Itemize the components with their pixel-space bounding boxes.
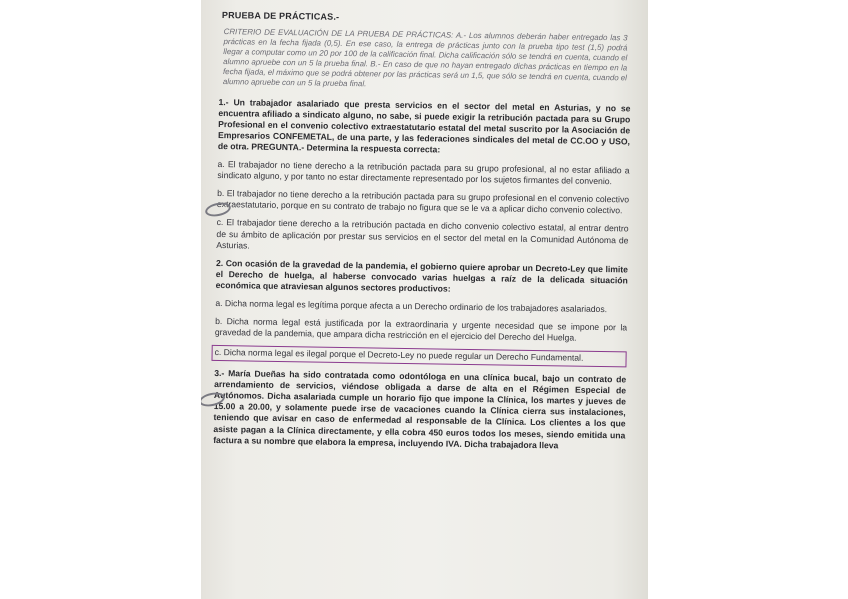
exam-title: PRUEBA DE PRÁCTICAS.- <box>221 10 340 22</box>
question-3: 3.- María Dueñas ha sido contratada como odontóloga en una clínica bucal, bajo un contrato de arrendamiento de servicios, viéndose obligada a darse de alta en el Régimen Especial de Autónomos. Dicha asalariada cumple un horario fijo que impone la Clínica, los martes y jueves de 15.00 a 20.00, y solamente puede irse de vacaciones cuando la Clínica cierra sus instalaciones, teniendo que avisar en caso de enfermedad al responsable de la Clínica. Los clientes a los que asiste pagan a la Clínica directamente, y ella cobra 450 euros todos los meses, siendo emitida una factura a su nombre que elabora la empresa, incluyendo IVA. Dicha trabajadora lleva <box>213 367 627 451</box>
question-1-option-b: b. El trabajador no tiene derecho a la retribución pactada para su grupo profesional en el convenio colectivo extraestatutario, porque en su contrato de trabajo no figura que se le va a aplicar dicho convenio colectivo. <box>216 188 630 216</box>
question-2-option-a: a. Dicha norma legal es legítima porque afecta a un Derecho ordinario de los trabajadores asalariados. <box>215 297 608 314</box>
question-2-option-c-highlighted: c. Dicha norma legal es ilegal porque el Decreto-Ley no puede regular un Derecho Fundamental. <box>211 345 626 367</box>
question-1: 1.- Un trabajador asalariado que presta servicios en el sector del metal en Asturias, y no se encuentra afiliado a sindicato alguno, no sabe, si puede exigir la retribución pactada para su Grupo Profesional en el convenio colectivo extraestatutario estatal del metal suscrito por la Asociación de Empresarios CONFEMETAL, de una parte, y las federaciones sindicales del metal de CC.OO y USO, de otra. PREGUNTA.- Determina la respuesta correcta: <box>217 96 631 155</box>
question-2: 2. Con ocasión de la gravedad de la pandemia, el gobierno quiere aprobar un Decreto-Ley que limite el Derecho de huelga, al haberse convocado varias huelgas a raíz de la delicada situación económica que atraviesan algunos sectores productivos: <box>215 258 629 295</box>
question-2-option-b: b. Dicha norma legal está justificada por la extraordinaria y urgente necesidad que se impone por la gravedad de la pandemia, que ampara dicha restricción en el ejercicio del Derecho del Huelga. <box>214 315 628 343</box>
question-1-option-a: a. El trabajador no tiene derecho a la retribución pactada para su grupo profesional, al no estar afiliado a sindicato alguno, y por tanto no estar directamente representado por los sujetos firmantes del convenio. <box>217 158 630 187</box>
exam-sheet <box>211 10 636 599</box>
evaluation-criteria: CRITERIO DE EVALUACIÓN DE LA PRUEBA DE PRÁCTICAS: A.- Los alumnos deberán haber entregado las 3 prácticas en la fecha fijada (0,5). En ese caso, la entrega de prácticas junto con la prueba tipo test (1,5) podrá llegar a computar como un 20 por 100 de la calificación final. Dicha calificación sólo se tendrá en cuenta, cuando el alumno apruebe con un 5 la prueba final. B.- En caso de que no hayan entregado dichas prácticas en tiempo en la fecha fijada, el máximo que se podrá obtener por las prácticas será un 1,5, que sólo se tendrá en cuenta, cuando el alumno apruebe con un 5 la prueba final. <box>222 27 628 89</box>
question-1-option-c: c. El trabajador tiene derecho a la retribución pactada en dicho convenio colectivo estatal, al entrar dentro de su ámbito de aplicación por prestar sus servicios en el sector del metal en la Comunidad Autónoma de Asturias. <box>216 217 629 251</box>
document-photo <box>201 0 648 599</box>
